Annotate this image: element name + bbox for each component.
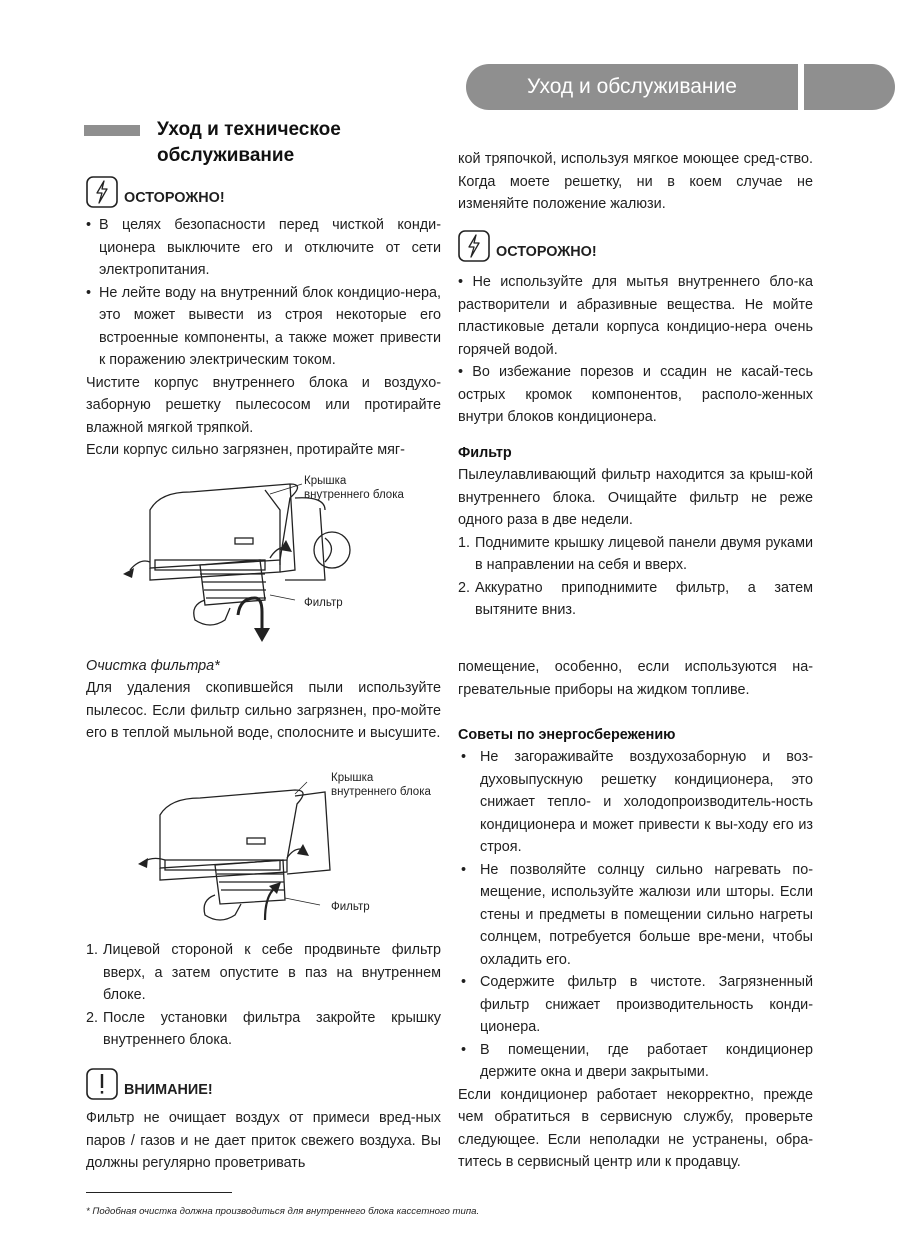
caution-2-item: • Не используйте для мытья внутреннего бло-ка растворители и абразивные вещества. Не мойте пластиковые детали корпуса кондицио-нера очень горячей водой.	[458, 274, 813, 358]
footnote: * Подобная очистка должна производиться для внутреннего блока кассетного типа.	[86, 1206, 480, 1217]
list-item	[86, 282, 441, 372]
step-number: 1.	[86, 942, 99, 958]
step-text: Аккуратно приподнимите фильтр, а затем вытяните вниз.	[475, 579, 813, 618]
figure2-label-filter: Фильтр	[331, 901, 370, 913]
cleaning-text: Чистите корпус внутреннего блока и воздухо-заборную решетку пылесосом или протирайте влажной мягкой тряпкой.	[86, 374, 441, 436]
caution-2-list	[458, 271, 813, 429]
filter-heading: Фильтр	[458, 445, 512, 461]
list-item-text: Не загораживайте воздухозаборную и воз-духовыпускную решетку кондиционера, это снижает тепло- и холодопроизводитель-ность кондиционера и может привести к вы-ходу его из строя.	[480, 749, 813, 855]
figure2-label-cover-line-1: Крышка	[331, 772, 374, 784]
filter-cleaning-text: Для удаления скопившейся пыли используйте пылесос. Если фильтр сильно загрязнен, про-мойте его в теплой мыльной воде, сполосните и высушите.	[86, 680, 441, 741]
lightning-warning-icon	[86, 176, 118, 208]
header-tab-end	[804, 64, 895, 110]
energy-heading: Советы по энергосбережению	[458, 727, 676, 743]
header-tab: Уход и обслуживание	[466, 64, 798, 110]
section-title	[157, 117, 341, 169]
bullet: •	[86, 284, 92, 301]
step-text: Поднимите крышку лицевой панели двумя руками в направлении на себя и вверх.	[475, 534, 813, 573]
step-number: 2.	[86, 1009, 99, 1026]
attention-title: ВНИМАНИЕ!	[124, 1082, 213, 1098]
energy-closing: Если кондиционер работает некорректно, прежде чем обратиться в сервисную службу, проверьте следующее. Если неполадки не устранены, обра-титесь в сервисный центр или к продавцу.	[458, 1086, 813, 1170]
numbered-step	[86, 939, 441, 1007]
attention-text: Фильтр не очищает воздух от примеси вред-ных паров / газов и не дает приток свежего воздуха. Вы должны регулярно проветривать	[86, 1110, 441, 1171]
filter-cleaning-heading: Очистка фильтра*	[86, 658, 220, 674]
figure1-label-cover-line-1: Крышка	[304, 475, 347, 487]
filter-text: Пылеулавливающий фильтр находится за крыш-кой внутреннего блока. Очищайте фильтр не реже одного раза в две недели.	[458, 467, 813, 528]
caution-2-item-text: Не используйте для мытья внутреннего бло-ка растворители и абразивные вещества. Не мойте пластиковые детали корпуса кондицио-нера очень горячей водой.	[458, 274, 813, 358]
figure1-label-cover-line-2: внутреннего блока	[304, 489, 404, 501]
energy-section	[458, 724, 813, 1174]
figure2-label-cover-line-2: внутреннего блока	[331, 786, 431, 798]
footnote-divider	[86, 1192, 232, 1193]
attention-continued: помещение, особенно, если используются на-гревательные приборы на жидком топливе.	[458, 659, 813, 698]
list-item-text: В целях безопасности перед чисткой конди-ционера выключите его и отключите от сети электропитания.	[99, 217, 441, 278]
step-number: 1.	[458, 534, 471, 551]
bullet: •	[86, 217, 92, 233]
cleaning-text-2: Если корпус сильно загрязнен, протирайте мяг-	[86, 442, 405, 458]
section-marker	[84, 125, 140, 136]
figure1-label-cover	[304, 474, 404, 502]
list-item-text: Не лейте воду на внутренний блок кондицио-нера, это может вывести из строя некоторые его встроенные компоненты, а также может привести к поражению электрическим током.	[99, 284, 441, 368]
list-item	[458, 859, 813, 972]
list-item	[86, 214, 441, 282]
lightning-warning-icon	[458, 230, 490, 262]
bullet: •	[461, 861, 467, 878]
figure1-label-filter: Фильтр	[304, 597, 343, 609]
bullet: •	[461, 1041, 467, 1058]
list-item	[458, 746, 813, 859]
numbered-step	[86, 1007, 441, 1052]
list-item	[458, 971, 813, 1039]
bullet: •	[461, 974, 467, 990]
section-title-line-2: обслуживание	[157, 145, 295, 166]
numbered-step	[458, 532, 813, 577]
list-item	[458, 1039, 813, 1084]
filter-section	[458, 442, 813, 622]
caution-2-item: • Во избежание порезов и ссадин не касай-тесь острых кромок компонентов, располо-женных внутри блоков кондиционера.	[458, 364, 813, 425]
section-title-line-1: Уход и техническое	[157, 119, 341, 140]
filter-cleaning-steps	[86, 939, 441, 1052]
list-item-text: Не позволяйте солнцу сильно нагревать по-мещение, используйте жалюзи или шторы. Если стены и предметы в помещении сильно нагреты солнцем, потребуется больше вре-мени, чтобы охладить его.	[480, 861, 813, 968]
list-item-text: В помещении, где работает кондиционер держите окна и двери закрытыми.	[480, 1041, 813, 1080]
step-text: Лицевой стороной к себе продвиньте фильтр вверх, а затем опустите в паз на внутреннем блоке.	[103, 942, 441, 1003]
step-number: 2.	[458, 579, 471, 596]
caution-title: ОСТОРОЖНО!	[124, 190, 225, 206]
figure2-label-cover	[331, 771, 431, 799]
bullet: •	[461, 749, 467, 765]
filter-cleaning-section	[86, 655, 441, 745]
continued-text: кой тряпочкой, используя мягкое моющее сред-ство. Когда моете решетку, ни в коем случае не изменяйте положение жалюзи.	[458, 151, 813, 212]
caution-2-item-text: Во избежание порезов и ссадин не касай-тесь острых кромок компонентов, располо-женных внутри блоков кондиционера.	[458, 364, 813, 425]
numbered-step	[458, 577, 813, 622]
step-text: После установки фильтра закройте крышку внутреннего блока.	[103, 1009, 441, 1048]
exclamation-icon	[86, 1068, 118, 1100]
caution-title: ОСТОРОЖНО!	[496, 244, 597, 260]
caution-1-list	[86, 214, 441, 462]
list-item-text: Содержите фильтр в чистоте. Загрязненный фильтр снижает производительность конди-ционера.	[480, 974, 813, 1035]
